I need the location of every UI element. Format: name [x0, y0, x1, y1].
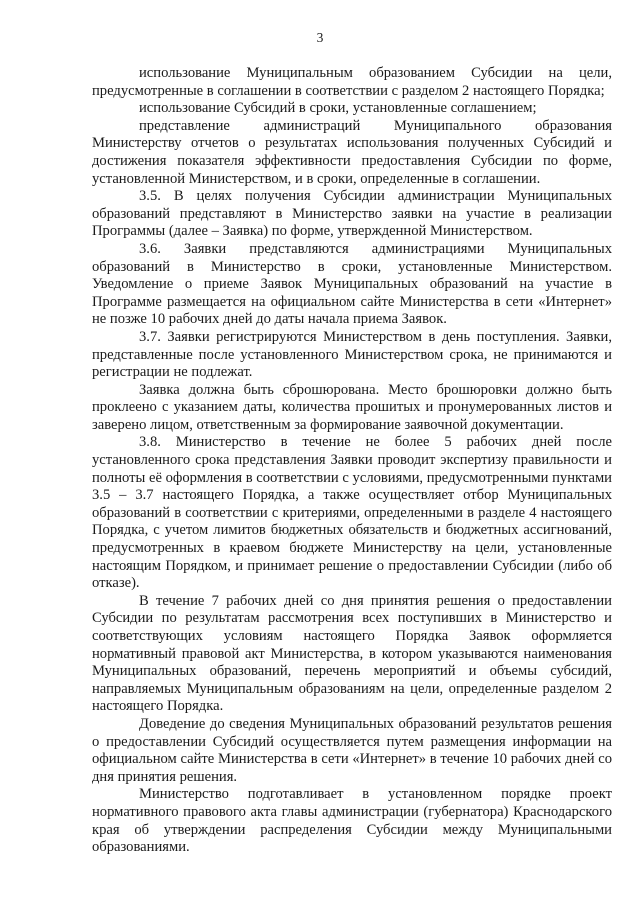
document-body	[92, 65, 612, 857]
paragraph-3-5: 3.5. В целях получения Субсидии администрации Муниципальных образований представляют в Министерство заявки на участие в реализации Программы (далее – Заявка) по форме, утвержденной Министерством.	[92, 188, 612, 240]
paragraph-notification: Доведение до сведения Муниципальных образований результатов решения о предоставлении Субсидий осуществляется путем размещения информации на официальном сайте Министерства в сети «Интернет» в течение 10 рабочих дней со дня принятия решения.	[92, 715, 612, 785]
paragraph-decision-act: В течение 7 рабочих дней со дня принятия решения о предоставлении Субсидии по результатам рассмотрения всех поступивших в Министерство и соответствующих условиям настоящего Порядка Заявок оформляется нормативный правовой акт Министерства, в котором указываются наименования Муниципальных образований, перечень мероприятий и объемы субсидий, направляемых Муниципальным образованиям на цели, определенные разделом 2 настоящего Порядка.	[92, 592, 612, 715]
paragraph-3-8: 3.8. Министерство в течение не более 5 рабочих дней после установленного срока представления Заявки проводит экспертизу правильности и полноты её оформления в соответствии с условиями, предусмотренными пунктами 3.5 – 3.7 настоящего Порядка, а также осуществляет отбор Муниципальных образований в соответствии с критериями, определенными в разделе 4 настоящего Порядка, с учетом лимитов бюджетных обязательств и бюджетных ассигнований, предусмотренных в краевом бюджете Министерству на цели, установленные настоящим Порядком, и принимает решение о предоставлении Субсидии (либо об отказе).	[92, 434, 612, 592]
paragraph-distribution: Министерство подготавливает в установленном порядке проект нормативного правового акта главы администрации (губернатора) Краснодарского края об утверждении распределения Субсидии между Муниципальными образованиями.	[92, 786, 612, 856]
page-number: 3	[316, 30, 324, 45]
paragraph-binding: Заявка должна быть сброшюрована. Место брошюровки должно быть проклеено с указанием даты, количества прошитых и пронумерованных листов и заверено лицом, ответственным за формирование заявочной документации.	[92, 381, 612, 433]
paragraph-reporting: представление администраций Муниципального образования Министерству отчетов о результатах использования полученных Субсидий и достижения показателя эффективности предоставления Субсидии по форме, установленной Министерством, и в сроки, определенные в соглашении.	[92, 117, 612, 187]
paragraph-usage-purpose: использование Муниципальным образованием Субсидии на цели, предусмотренные в соглашении в соответствии с разделом 2 настоящего Порядка;	[92, 65, 612, 99]
paragraph-3-7: 3.7. Заявки регистрируются Министерством в день поступления. Заявки, представленные после установленного Министерством срока, не принимаются и регистрации не подлежат.	[92, 328, 612, 381]
paragraph-3-6: 3.6. Заявки представляются администрациями Муниципальных образований в Министерство в сроки, установленные Министерством. Уведомление о приеме Заявок Муниципальных образований на участие в Программе размещается на официальном сайте Министерства в сети «Интернет» не позже 10 рабочих дней до даты начала приема Заявок.	[92, 240, 612, 328]
paragraph-usage-terms: использование Субсидий в сроки, установленные соглашением;	[139, 100, 537, 117]
